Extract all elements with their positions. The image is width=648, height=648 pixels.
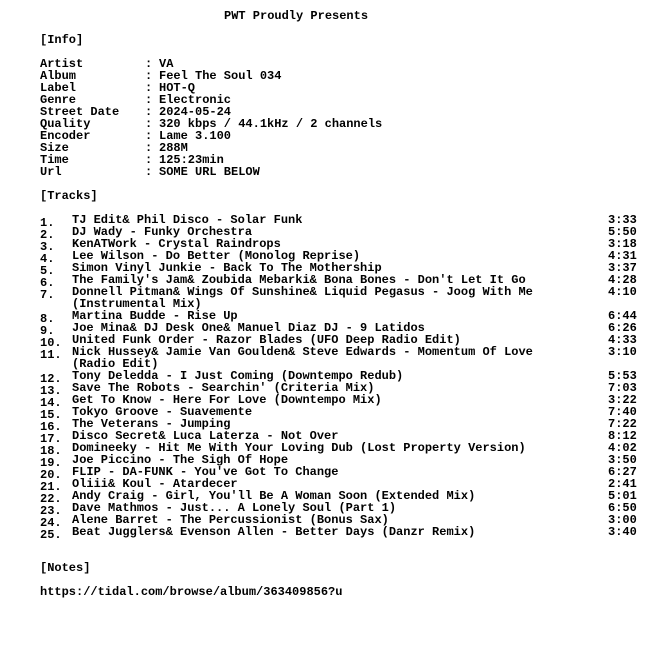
info-value: HOT-Q: [159, 81, 196, 95]
info-row: [40, 166, 260, 178]
info-separator: :: [145, 105, 153, 119]
info-separator: :: [145, 117, 153, 131]
track-title: Martina Budde - Rise Up: [72, 310, 238, 322]
track-title: Dave Mathmos - Just... A Lonely Soul (Part 1): [72, 502, 397, 514]
track-duration: 4:31: [608, 249, 637, 263]
track-title: Disco Secret& Luca Laterza - Not Over: [72, 430, 339, 442]
track-number: 21.: [40, 480, 62, 494]
track-number: 7.: [40, 288, 55, 302]
track-number: 18.: [40, 444, 62, 458]
info-key: Label: [40, 81, 77, 95]
track-row: [40, 441, 637, 458]
track-number: 5.: [40, 264, 55, 278]
track-duration: 4:33: [608, 333, 637, 347]
info-key: Album: [40, 69, 77, 83]
track-number: 16.: [40, 420, 62, 434]
track-number: 15.: [40, 408, 62, 422]
track-row: [40, 261, 637, 278]
track-title: Simon Vinyl Junkie - Back To The Mothership: [72, 262, 382, 274]
info-value: SOME URL BELOW: [159, 165, 260, 179]
track-row: [40, 309, 637, 326]
track-duration: 6:26: [608, 321, 637, 335]
track-title: Oliii& Koul - Atardecer: [72, 478, 238, 490]
track-title: DJ Wady - Funky Orchestra: [72, 226, 253, 238]
track-number: 25.: [40, 528, 62, 542]
track-number: 14.: [40, 396, 62, 410]
track-row: [40, 393, 637, 410]
track-row: [40, 213, 637, 230]
info-key: Street Date: [40, 105, 120, 119]
notes-heading: [Notes]: [40, 561, 91, 575]
track-duration: 7:40: [608, 405, 637, 419]
track-number: 6.: [40, 276, 55, 290]
info-key: Artist: [40, 57, 84, 71]
track-duration: 6:44: [608, 309, 637, 323]
info-value: VA: [159, 57, 174, 71]
info-value: 288M: [159, 141, 188, 155]
info-key: Time: [40, 153, 69, 167]
track-duration: 4:28: [608, 273, 637, 287]
track-duration: 5:01: [608, 489, 637, 503]
track-row: [40, 525, 637, 542]
track-title: Andy Craig - Girl, You'll Be A Woman Soon (Extended Mix): [72, 490, 476, 502]
info-value: 2024-05-24: [159, 105, 232, 119]
track-row: [40, 369, 637, 386]
track-row: [40, 489, 637, 506]
track-row: [40, 225, 637, 242]
track-row: [40, 477, 637, 494]
track-row: [40, 513, 637, 530]
track-duration: 5:50: [608, 225, 637, 239]
track-number: 8.: [40, 312, 55, 326]
track-title: Save The Robots - Searchin' (Criteria Mix): [72, 382, 375, 394]
track-duration: 6:50: [608, 501, 637, 515]
track-number: 12.: [40, 372, 62, 386]
track-title: Alene Barret - The Percussionist (Bonus Sax): [72, 514, 389, 526]
info-separator: :: [145, 129, 153, 143]
track-title: Joe Mina& DJ Desk One& Manuel Diaz DJ - 9 Latidos: [72, 322, 425, 334]
track-number: 22.: [40, 492, 62, 506]
info-separator: :: [145, 153, 153, 167]
track-row: [40, 333, 637, 350]
track-title: TJ Edit& Phil Disco - Solar Funk: [72, 214, 303, 226]
track-duration: 6:27: [608, 465, 637, 479]
track-number: 10.: [40, 336, 62, 350]
track-row: [40, 321, 637, 338]
track-title: Joe Piccino - The Sigh Of Hope: [72, 454, 289, 466]
track-number: 9.: [40, 324, 55, 338]
info-key: Genre: [40, 93, 77, 107]
track-number: 4.: [40, 252, 55, 266]
track-title: Domineeky - Hit Me With Your Loving Dub (Lost Property Version): [72, 442, 526, 454]
info-separator: :: [145, 165, 153, 179]
track-row: [40, 405, 637, 422]
notes-url: https://tidal.com/browse/album/363409856?u: [40, 585, 343, 599]
track-duration: 7:03: [608, 381, 637, 395]
track-number: 24.: [40, 516, 62, 530]
track-number: 1.: [40, 216, 55, 230]
track-duration: 3:33: [608, 213, 637, 227]
info-key: Size: [40, 141, 69, 155]
info-key: Encoder: [40, 129, 91, 143]
info-separator: :: [145, 141, 153, 155]
track-duration: 4:02: [608, 441, 637, 455]
track-duration: 2:41: [608, 477, 637, 491]
track-number: 3.: [40, 240, 55, 254]
page-title: PWT Proudly Presents: [224, 9, 369, 23]
track-duration: 5:53: [608, 369, 637, 383]
info-value: Lame 3.100: [159, 129, 232, 143]
track-title: The Veterans - Jumping: [72, 418, 231, 430]
track-title-continuation: (Radio Edit): [72, 357, 159, 371]
track-number: 2.: [40, 228, 55, 242]
info-value: Electronic: [159, 93, 232, 107]
track-number: 19.: [40, 456, 62, 470]
track-duration: 3:50: [608, 453, 637, 467]
track-duration: 3:18: [608, 237, 637, 251]
track-duration: 8:12: [608, 429, 637, 443]
track-title: United Funk Order - Razor Blades (UFO Deep Radio Edit): [72, 334, 461, 346]
track-number: 20.: [40, 468, 62, 482]
track-title: Get To Know - Here For Love (Downtempo Mix): [72, 394, 382, 406]
info-value: 125:23min: [159, 153, 224, 167]
track-row: [40, 465, 637, 482]
track-number: 23.: [40, 504, 62, 518]
track-row: [40, 273, 637, 290]
track-row: [40, 501, 637, 518]
tracks-heading: [Tracks]: [40, 189, 98, 203]
track-duration: 3:10: [608, 345, 637, 359]
track-row: [40, 417, 637, 434]
info-separator: :: [145, 69, 153, 83]
track-number: 13.: [40, 384, 62, 398]
info-value: Feel The Soul 034: [159, 69, 282, 83]
track-duration: 4:10: [608, 285, 637, 299]
info-key: Url: [40, 165, 62, 179]
track-duration: 3:37: [608, 261, 637, 275]
info-key: Quality: [40, 117, 91, 131]
track-row: [40, 429, 637, 446]
track-title-continuation: (Instrumental Mix): [72, 297, 202, 311]
track-duration: 3:00: [608, 513, 637, 527]
track-title: Tokyo Groove - Suavemente: [72, 406, 253, 418]
info-heading: [Info]: [40, 33, 84, 47]
track-duration: 3:40: [608, 525, 637, 539]
track-title: Nick Hussey& Jamie Van Goulden& Steve Edwards - Momentum Of Love: [72, 346, 533, 358]
track-duration: 7:22: [608, 417, 637, 431]
info-separator: :: [145, 57, 153, 71]
track-duration: 3:22: [608, 393, 637, 407]
info-separator: :: [145, 81, 153, 95]
track-title: Tony Deledda - I Just Coming (Downtempo Redub): [72, 370, 404, 382]
track-title: The Family's Jam& Zoubida Mebarki& Bona Bones - Don't Let It Go: [72, 274, 526, 286]
track-title: FLIP - DA-FUNK - You've Got To Change: [72, 466, 339, 478]
info-separator: :: [145, 93, 153, 107]
info-value: 320 kbps / 44.1kHz / 2 channels: [159, 117, 383, 131]
track-title: Donnell Pitman& Wings Of Sunshine& Liquid Pegasus - Joog With Me: [72, 286, 533, 298]
track-title: KenATWork - Crystal Raindrops: [72, 238, 281, 250]
track-number: 17.: [40, 432, 62, 446]
track-row: [40, 381, 637, 398]
track-row: [40, 453, 637, 470]
track-row: [40, 237, 637, 254]
track-title: Beat Jugglers& Evenson Allen - Better Days (Danzr Remix): [72, 526, 476, 538]
track-number: 11.: [40, 348, 62, 362]
track-row: [40, 249, 637, 266]
track-title: Lee Wilson - Do Better (Monolog Reprise): [72, 250, 361, 262]
